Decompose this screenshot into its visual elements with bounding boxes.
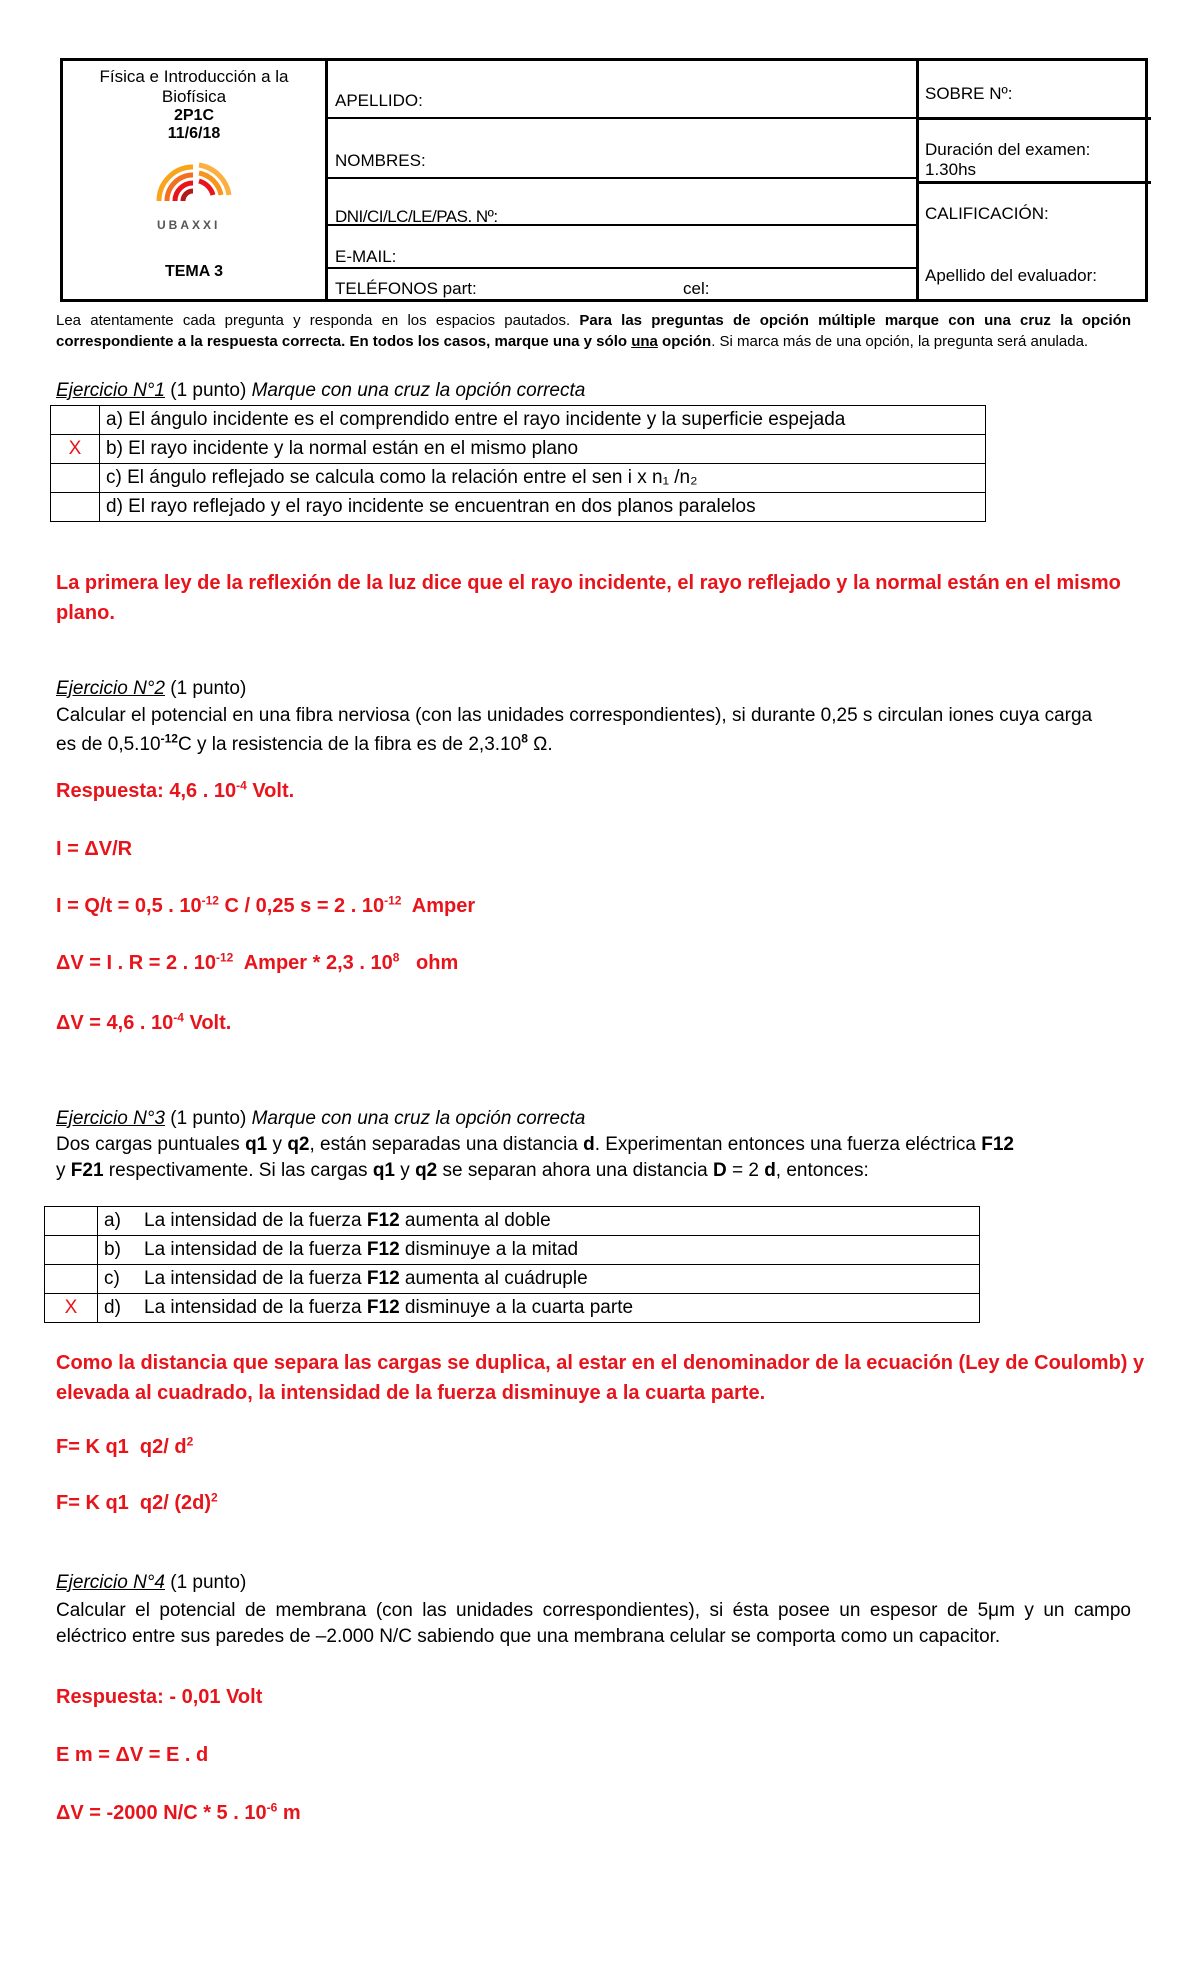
ex4-text-1: Calcular el potencial de membrana (con las unidades correspondientes), si ésta posee un espesor de 5μm y un campo <box>56 1600 1131 1621</box>
ex3-letter: d) <box>104 1297 121 1318</box>
ex3-eq1-text: F= K q1 q2/ d <box>56 1436 187 1458</box>
dni-label: DNI/CI/LC/LE/PAS. Nº: <box>335 207 498 226</box>
ex2-eq4-exp: -4 <box>173 1010 184 1025</box>
ex2-eq3-b: Amper * 2,3 . 10 <box>233 952 393 974</box>
ex1-heading <box>56 380 585 402</box>
ex2-resp-exp: -4 <box>236 778 247 793</box>
instructions <box>56 310 1131 352</box>
ex3-mark-b[interactable] <box>45 1236 98 1265</box>
ex3-letter: c) <box>104 1268 120 1289</box>
ex3-mark-d[interactable]: X <box>45 1294 98 1323</box>
exam-header <box>60 58 1148 302</box>
ex3-t8: = 2 <box>726 1160 765 1181</box>
ex1-option-a[interactable] <box>51 406 986 435</box>
ex3-t1: Dos cargas puntuales <box>56 1134 246 1155</box>
ex4-eq-1: E m = ΔV = E . d <box>56 1744 209 1766</box>
ex2-eq-1: I = ΔV/R <box>56 838 133 860</box>
ex3-q2: q2 <box>287 1134 310 1155</box>
instructions-text: Lea atentamente cada pregunta y responda en los espacios pautados. <box>56 312 580 329</box>
ex2-eq4-a: ΔV = 4,6 . 10 <box>56 1012 174 1034</box>
ex2-eq-3 <box>56 952 458 975</box>
ex3-mark-c[interactable] <box>45 1265 98 1294</box>
ex3-post: disminuye a la mitad <box>399 1239 579 1260</box>
ex2-title: Ejercicio N°2 <box>56 678 165 699</box>
tema: TEMA 3 <box>164 263 224 280</box>
ex1-points: (1 punto) <box>164 380 252 401</box>
ex2-eq-4 <box>56 1012 231 1035</box>
header-line <box>325 117 916 119</box>
ex3-option-text <box>98 1236 980 1265</box>
email-label: E-MAIL: <box>335 247 397 266</box>
instructions-una: una <box>631 333 658 350</box>
ex3-option-b[interactable] <box>45 1236 980 1265</box>
ex3-text-2 <box>56 1158 869 1184</box>
ex3-prompt: Marque con una cruz la opción correcta <box>251 1108 586 1129</box>
ex3-mark-a[interactable] <box>45 1207 98 1236</box>
ex3-option-text <box>98 1265 980 1294</box>
ex1-mark-a[interactable] <box>51 406 100 435</box>
ex3-d: d <box>583 1134 595 1155</box>
header-divider <box>916 61 919 299</box>
ex3-eq2-exp: 2 <box>211 1490 218 1505</box>
ex3-eq-1 <box>56 1436 193 1459</box>
ex3-pre: La intensidad de la fuerza <box>144 1297 367 1318</box>
ex3-text-1 <box>56 1132 1014 1158</box>
ex1-title: Ejercicio N°1 <box>56 380 165 401</box>
ubaxxi-logo-icon <box>153 155 233 217</box>
evaluador-label: Apellido del evaluador: <box>925 266 1098 285</box>
ex1-mark-c[interactable] <box>51 464 100 493</box>
ex2-exp-2: 8 <box>521 731 528 746</box>
ex2-resp-b: Volt. <box>246 780 295 802</box>
ex3-title: Ejercicio N°3 <box>56 1108 165 1129</box>
course-title-1: Física e Introducción a la <box>99 67 289 86</box>
ex3-t6: respectivamente. Si las cargas <box>103 1160 373 1181</box>
ex4-eq2-a: ΔV = -2000 N/C * 5 . 10 <box>56 1802 267 1824</box>
ex3-f12: F12 <box>981 1134 1014 1155</box>
ex2-text-2b: C y la resistencia de la fibra es de 2,3.10 <box>177 734 522 755</box>
duracion-value: 1.30hs <box>925 160 977 179</box>
ex3-D: D <box>712 1160 727 1181</box>
ex3-t5: y <box>56 1160 71 1181</box>
ex3-options-table <box>44 1206 980 1323</box>
ex2-eq2-exp1: -12 <box>201 893 219 908</box>
ex3-q1b: q1 <box>372 1160 396 1181</box>
ex2-points: (1 punto) <box>164 678 247 699</box>
ex2-heading <box>56 678 246 700</box>
ex1-option-c[interactable] <box>51 464 986 493</box>
duracion-label: Duración del examen: <box>925 140 1091 159</box>
ex1-option-text: d) El rayo reflejado y el rayo incidente se encuentran en dos planos paralelos <box>100 493 986 522</box>
ex4-eq2-b: m <box>277 1802 301 1824</box>
ex1-option-text: c) El ángulo reflejado se calcula como la relación entre el sen i x n₁ /n₂ <box>100 464 986 493</box>
apellido-label: APELLIDO: <box>335 91 423 110</box>
ex3-post: aumenta al doble <box>399 1210 551 1231</box>
ex3-bold: F12 <box>366 1297 400 1318</box>
ex3-eq1-exp: 2 <box>186 1434 194 1449</box>
ex3-pre: La intensidad de la fuerza <box>144 1210 367 1231</box>
ex2-text-1: Calcular el potencial en una fibra nerviosa (con las unidades correspondientes), si durante 0,25 s circulan iones cuya carga <box>56 705 1093 726</box>
ex2-eq2-c: Amper <box>401 895 476 917</box>
ex3-heading <box>56 1108 585 1130</box>
logo-text: UBAXXI <box>157 218 221 232</box>
ex3-f21: F21 <box>70 1160 104 1181</box>
header-line <box>916 117 1151 120</box>
nombres-label: NOMBRES: <box>335 151 426 170</box>
ex3-eq2-text: F= K q1 q2/ (2d) <box>56 1492 212 1514</box>
ex4-eq-2 <box>56 1802 301 1825</box>
ex3-post: disminuye a la cuarta parte <box>399 1297 634 1318</box>
ex1-options-table <box>50 405 986 522</box>
ex2-eq2-exp2: -12 <box>384 893 402 908</box>
instructions-warning: . Si marca más de una opción, la pregunta será anulada. <box>711 333 1089 350</box>
ex2-eq3-a: ΔV = I . R = 2 . 10 <box>56 952 217 974</box>
header-line <box>325 267 916 269</box>
ex2-eq3-exp1: -12 <box>216 950 234 965</box>
instructions-bold: Para las preguntas de opción múltiple marque con una cruz la opción correspondiente a la respuesta correcta. En todos los casos, marque una y sólo <box>56 312 1131 350</box>
ex3-t9: , entonces: <box>775 1160 869 1181</box>
course-title-2: Biofísica <box>161 87 227 106</box>
ex2-eq4-b: Volt. <box>183 1012 232 1034</box>
ex3-q2b: q2 <box>415 1160 438 1181</box>
ex1-option-text: b) El rayo incidente y la normal están en el mismo plano <box>100 435 986 464</box>
ex1-prompt: Marque con una cruz la opción correcta <box>251 380 586 401</box>
ex3-pre: La intensidad de la fuerza <box>144 1268 367 1289</box>
ex1-mark-d[interactable] <box>51 493 100 522</box>
ex3-option-a[interactable] <box>45 1207 980 1236</box>
ex3-points: (1 punto) <box>164 1108 252 1129</box>
ex4-points: (1 punto) <box>164 1572 247 1593</box>
instructions-opcion: opción <box>657 333 712 350</box>
ex1-option-d[interactable] <box>51 493 986 522</box>
ex3-t2: y <box>267 1134 288 1155</box>
ex3-t4: . Experimentan entonces una fuerza eléctrica <box>594 1134 982 1155</box>
exam-code: 2P1C <box>173 107 215 124</box>
ex2-exp-1: -12 <box>160 731 178 746</box>
ex2-text-2c: Ω. <box>527 734 553 755</box>
ex2-resp-a: Respuesta: 4,6 . 10 <box>56 780 237 802</box>
ex3-option-text <box>98 1207 980 1236</box>
ex3-answer: Como la distancia que separa las cargas se duplica, al estar en el denominador de la ecuación (Ley de Coulomb) y elevada al cuadrado, la intensidad de la fuerza disminuye a la cuarta parte. <box>56 1352 1145 1404</box>
ex3-option-text <box>98 1294 980 1323</box>
calificacion-label: CALIFICACIÓN: <box>925 204 1049 223</box>
ex3-bold: F12 <box>366 1210 400 1231</box>
course-info <box>63 61 325 143</box>
header-line <box>325 177 916 179</box>
ex3-letter: a) <box>104 1210 121 1231</box>
ex1-mark-b[interactable]: X <box>51 435 100 464</box>
header-line <box>916 181 1151 184</box>
ex3-option-c[interactable] <box>45 1265 980 1294</box>
ex3-t7: se separan ahora una distancia <box>437 1160 713 1181</box>
ex4-eq2-exp: -6 <box>266 1800 278 1815</box>
ex1-option-text: a) El ángulo incidente es el comprendido entre el rayo incidente y la superficie espejada <box>100 406 986 435</box>
sobre-label: SOBRE Nº: <box>925 84 1013 103</box>
ex4-text-2: eléctrico entre sus paredes de –2.000 N/C sabiendo que una membrana celular se comporta como un capacitor. <box>56 1626 1001 1647</box>
ex2-text-2 <box>56 732 553 758</box>
ex1-answer: La primera ley de la reflexión de la luz dice que el rayo incidente, el rayo reflejado y la normal están en el mismo plano. <box>56 572 1121 624</box>
ex4-title: Ejercicio N°4 <box>56 1572 165 1593</box>
ex1-option-b[interactable] <box>51 435 986 464</box>
exam-date: 11/6/18 <box>167 125 221 142</box>
ex2-eq3-exp2: 8 <box>392 950 400 965</box>
ex2-response <box>56 780 294 803</box>
telefonos-label: TELÉFONOS part: <box>335 279 477 298</box>
ex3-d2: d <box>764 1160 776 1181</box>
ex3-bold: F12 <box>366 1268 400 1289</box>
ex2-eq3-c: ohm <box>399 952 459 974</box>
ex3-t2b: y <box>395 1160 416 1181</box>
ex2-eq-2 <box>56 895 475 918</box>
ex3-bold: F12 <box>366 1239 400 1260</box>
ex2-eq2-a: I = Q/t = 0,5 . 10 <box>56 895 202 917</box>
cel-label: cel: <box>683 279 710 298</box>
ex4-response: Respuesta: - 0,01 Volt <box>56 1686 263 1708</box>
ex2-text-2a: es de 0,5.10 <box>56 734 161 755</box>
ex3-pre: La intensidad de la fuerza <box>144 1239 367 1260</box>
ex2-eq2-b: C / 0,25 s = 2 . 10 <box>218 895 385 917</box>
ex3-option-d[interactable] <box>45 1294 980 1323</box>
ex4-heading <box>56 1572 246 1594</box>
ex3-post: aumenta al cuádruple <box>399 1268 588 1289</box>
header-divider <box>325 61 328 299</box>
ex3-letter: b) <box>104 1239 121 1260</box>
ex3-eq-2 <box>56 1492 218 1515</box>
ex3-q1: q1 <box>245 1134 268 1155</box>
ex3-t3: , están separadas una distancia <box>309 1134 584 1155</box>
